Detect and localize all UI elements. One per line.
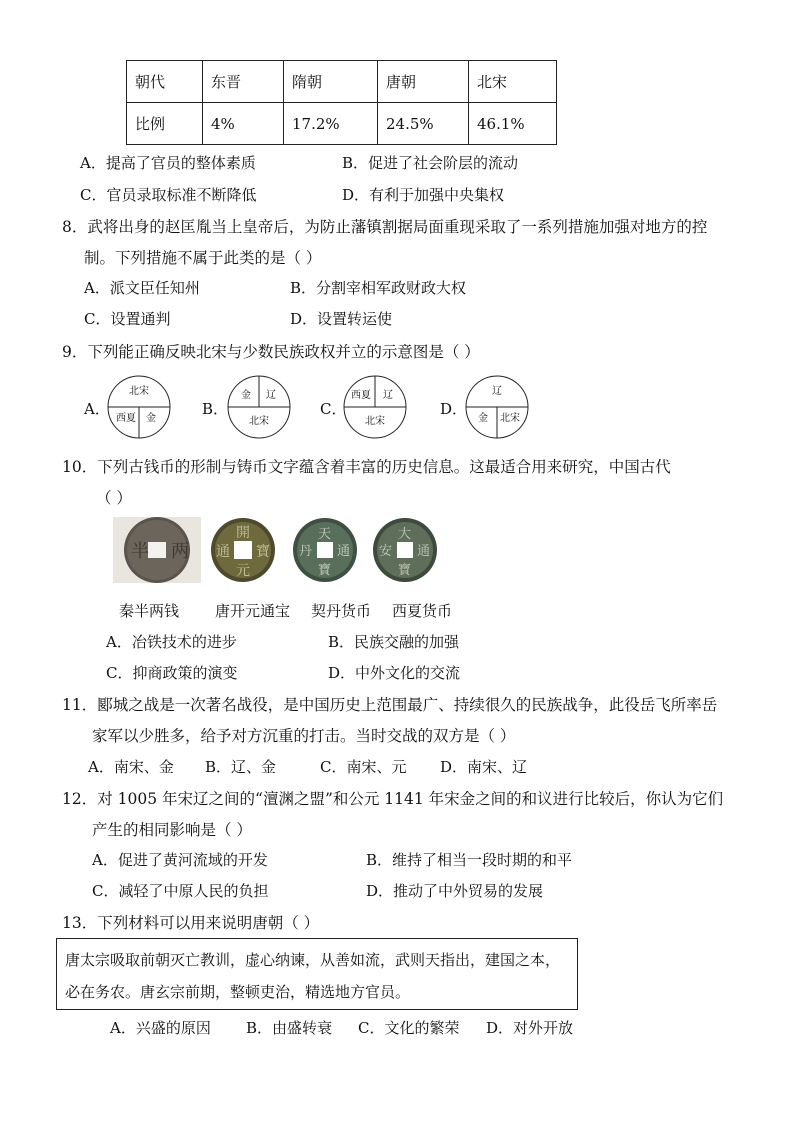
q12-stem-line1: 12．对 1005 年宋辽之间的“澶渊之盟”和公元 1141 年宋金之间的和议进行比较后，你认为它们 (62, 790, 724, 808)
q11-option-a[interactable]: A．南宋、金 (88, 758, 174, 776)
svg-text:元: 元 (236, 563, 250, 579)
khitan-coin-image (286, 517, 364, 583)
q10-option-a[interactable]: A．冶铁技术的进步 (106, 633, 237, 651)
diagram-label: 西夏 (351, 390, 371, 401)
q7-option-d[interactable]: D．有利于加强中央集权 (342, 186, 505, 204)
coin-caption: 契丹货币 (311, 602, 372, 620)
q10-stem-line2: （ ） (96, 489, 132, 507)
svg-text:通: 通 (216, 544, 230, 560)
svg-text:两: 两 (171, 541, 189, 562)
table-cell: 隋朝 (284, 61, 378, 103)
table-cell: 唐朝 (378, 61, 469, 103)
q13-material-line2: 必在务农。唐玄宗前期，整顿吏治，精选地方官员。 (65, 983, 411, 1001)
q8-option-a[interactable]: A．派文臣任知州 (84, 279, 200, 297)
q13-option-d[interactable]: D．对外开放 (486, 1019, 574, 1037)
table-cell: 17.2% (284, 103, 378, 145)
svg-text:寶: 寶 (318, 563, 332, 578)
q13-option-c[interactable]: C．文化的繁荣 (358, 1019, 460, 1037)
diagram-label: 北宋 (129, 386, 149, 397)
q13-stem: 13．下列材料可以用来说明唐朝（ ） (62, 914, 320, 932)
diagram-label: 辽 (383, 390, 393, 401)
q9-stem: 9．下列能正确反映北宋与少数民族政权并立的示意图是（ ） (62, 343, 480, 361)
table-row (127, 61, 557, 103)
diagram-label: 北宋 (249, 416, 269, 427)
coin-caption: 西夏货币 (392, 602, 453, 620)
svg-text:通: 通 (337, 544, 351, 559)
table-cell: 朝代 (127, 61, 203, 103)
diagram-label: 北宋 (500, 413, 520, 424)
q9-diagram-c (342, 374, 408, 440)
q8-option-b[interactable]: B．分割宰相军政财政大权 (290, 279, 467, 297)
svg-text:寶: 寶 (256, 544, 270, 560)
q9-option-b-label[interactable]: B． (202, 400, 229, 418)
q13-material-line1: 唐太宗吸取前朝灭亡教训，虚心纳谏，从善如流，武则天指出，建国之本， (65, 951, 561, 969)
q7-option-c[interactable]: C．官员录取标准不断降低 (80, 186, 257, 204)
svg-text:開: 開 (236, 525, 250, 541)
q11-stem-line1: 11．郾城之战是一次著名战役，是中国历史上范围最广、持续很久的民族战争，此役岳飞所率岳 (62, 696, 718, 714)
svg-text:安: 安 (379, 544, 393, 559)
q11-stem-line2: 家军以少胜多，给予对方沉重的打击。当时交战的双方是（ ） (92, 727, 516, 745)
q8-stem-line1: 8．武将出身的赵匡胤当上皇帝后，为防止藩镇割据局面重现采取了一系列措施加强对地方的控 (62, 218, 708, 236)
q10-option-c[interactable]: C．抑商政策的演变 (106, 664, 238, 682)
svg-text:大: 大 (398, 527, 412, 542)
table-cell: 4% (203, 103, 284, 145)
q10-option-d[interactable]: D．中外文化的交流 (328, 664, 461, 682)
svg-text:半: 半 (131, 541, 149, 562)
tang-kaiyuan-coin-image (202, 517, 284, 583)
q10-stem-line1: 10．下列古钱币的形制与铸币文字蕴含着丰富的历史信息。这最适合用来研究，中国古代 (62, 458, 671, 476)
table-cell: 24.5% (378, 103, 469, 145)
ratio-table (126, 60, 557, 145)
table-cell: 北宋 (469, 61, 557, 103)
diagram-label: 金 (478, 413, 488, 424)
q12-option-d[interactable]: D．推动了中外贸易的发展 (366, 882, 544, 900)
svg-text:寶: 寶 (398, 563, 412, 578)
q9-option-d-label[interactable]: D． (440, 400, 468, 418)
q9-diagram-d (464, 374, 530, 440)
q9-option-a-label[interactable]: A． (84, 400, 110, 418)
q12-option-c[interactable]: C．减轻了中原人民的负担 (92, 882, 269, 900)
q12-option-a[interactable]: A．促进了黄河流域的开发 (92, 851, 268, 869)
q11-option-c[interactable]: C．南宋、元 (320, 758, 407, 776)
diagram-label: 北宋 (365, 416, 385, 427)
coin-caption: 秦半两钱 (119, 602, 180, 620)
q7-option-a[interactable]: A．提高了官员的整体素质 (80, 154, 256, 172)
diagram-label: 辽 (492, 386, 502, 397)
q13-option-a[interactable]: A．兴盛的原因 (110, 1019, 211, 1037)
q8-option-c[interactable]: C．设置通判 (84, 310, 171, 328)
svg-text:天: 天 (318, 527, 332, 542)
q11-option-d[interactable]: D．南宋、辽 (440, 758, 528, 776)
diagram-label: 辽 (266, 390, 276, 401)
svg-text:丹: 丹 (299, 544, 313, 559)
q13-material-box (56, 938, 578, 1010)
table-cell: 东晋 (203, 61, 284, 103)
svg-text:通: 通 (417, 544, 431, 559)
q9-diagram-b (226, 374, 292, 440)
table-row (127, 103, 557, 145)
q9-diagram-a (106, 374, 172, 440)
diagram-label: 金 (241, 390, 251, 401)
q13-option-b[interactable]: B．由盛转衰 (246, 1019, 333, 1037)
diagram-label: 金 (146, 413, 156, 424)
q7-option-b[interactable]: B．促进了社会阶层的流动 (342, 154, 519, 172)
table-cell: 46.1% (469, 103, 557, 145)
table-cell: 比例 (127, 103, 203, 145)
qin-banliang-coin-image (113, 517, 201, 583)
diagram-label: 西夏 (116, 413, 136, 424)
q12-option-b[interactable]: B．维持了相当一段时期的和平 (366, 851, 573, 869)
q11-option-b[interactable]: B．辽、金 (205, 758, 277, 776)
coin-caption: 唐开元通宝 (215, 602, 291, 620)
western-xia-coin-image (366, 517, 444, 583)
q8-stem-line2: 制。下列措施不属于此类的是（ ） (84, 249, 322, 267)
q8-option-d[interactable]: D．设置转运使 (290, 310, 393, 328)
q12-stem-line2: 产生的相同影响是（ ） (92, 821, 252, 839)
q9-option-c-label[interactable]: C． (320, 400, 347, 418)
q10-option-b[interactable]: B．民族交融的加强 (328, 633, 460, 651)
